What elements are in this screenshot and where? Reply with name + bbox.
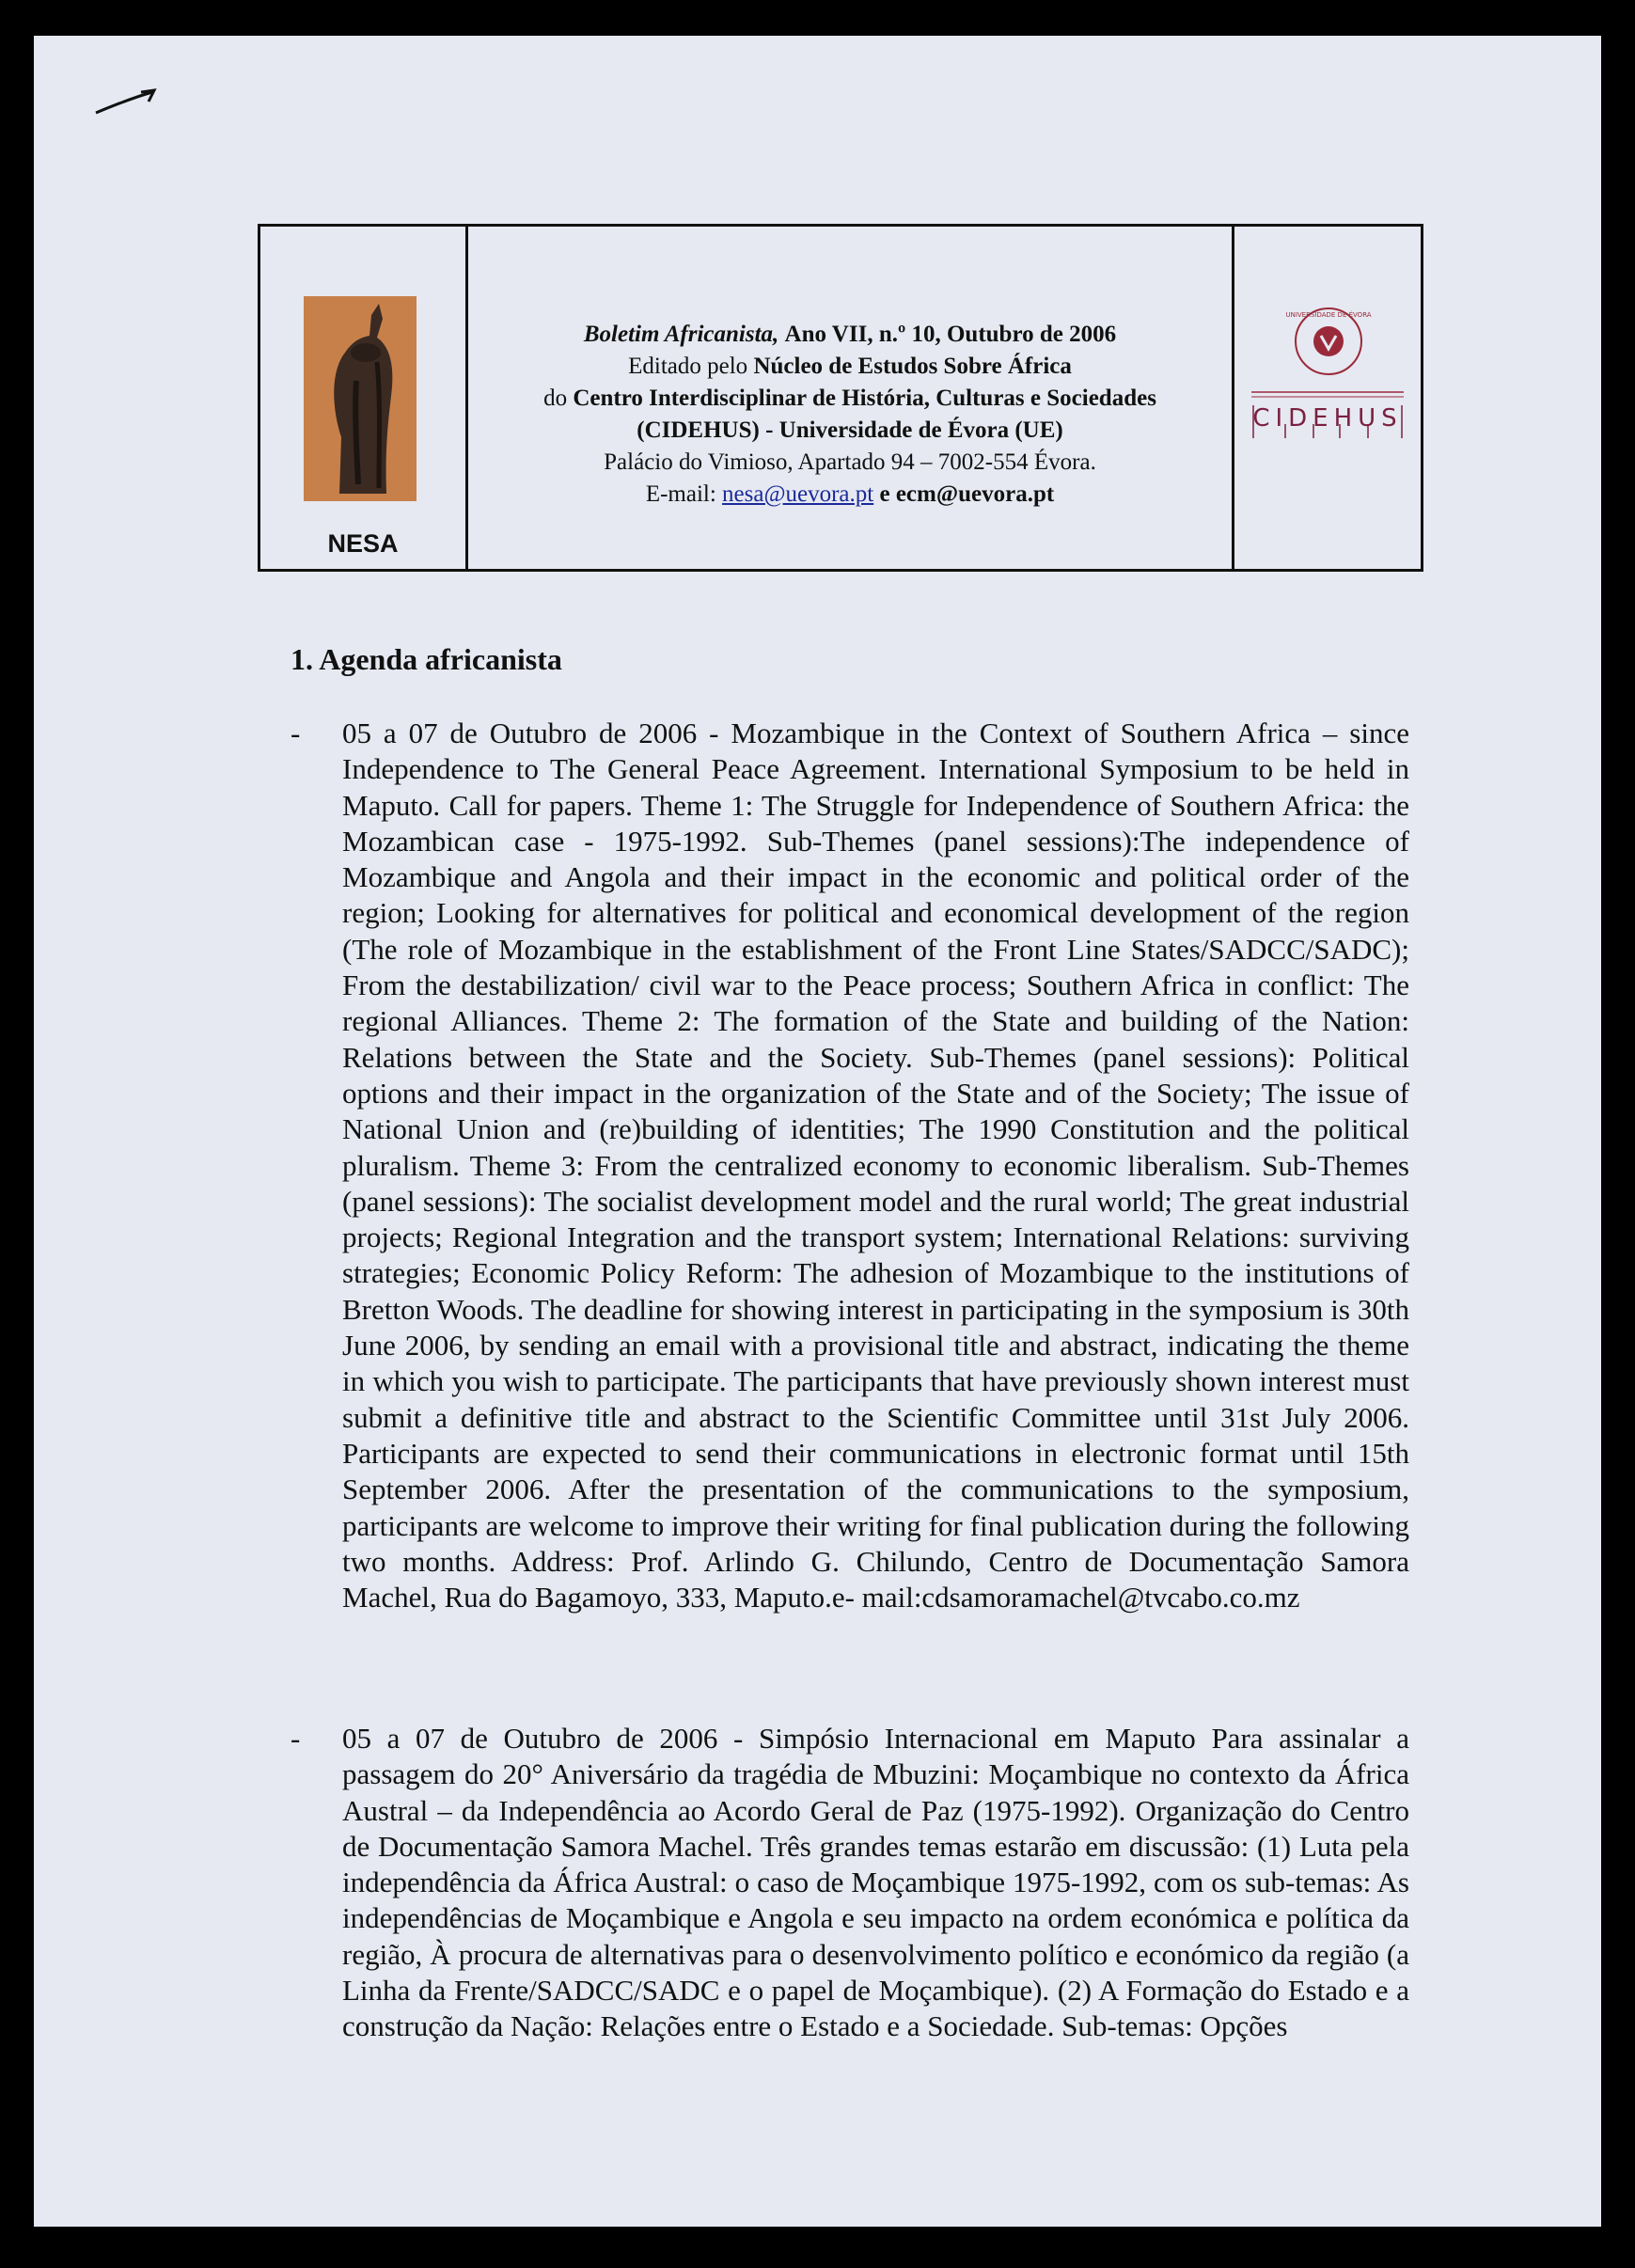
center-prefix: do bbox=[543, 386, 568, 411]
cidehus-logo-icon bbox=[1248, 386, 1407, 443]
email-conj: e bbox=[879, 481, 890, 507]
email-prefix: E-mail: bbox=[645, 481, 716, 507]
agenda-item-text: 05 a 07 de Outubro de 2006 - Simpósio Internacional em Maputo Para assinalar a passagem do 20° Aniversário da tragédia de Mbuzini: Moçambique no contexto da África Austral – da Independência ao Acordo Geral de Paz (1975-1992). Organização do Centro de Documentação Samora Machel. Três grandes temas estarão em discussão: (1) Luta pela independência da África Austral: o caso de Moçambique 1975-1992, com os sub-temas: As independências de Moçambique e Angola e seu impacto na ordem económica e política da região, À procura de alternativas para o desenvolvimento político e económico da região (a Linha da Frente/SADCC/SADC e o papel de Moçambique). (2) A Formação do Estado e a construção da Nação: Relações entre o Estado e a Sociedade. Sub-temas: Opções bbox=[342, 1722, 1409, 2043]
bulletin-title: Boletim Africanista, bbox=[583, 322, 779, 347]
agenda-item-text: 05 a 07 de Outubro de 2006 - Mozambique in the Context of Southern Africa – since Independence to The General Peace Agreement. International Symposium to be held in Maputo. Call for papers. Theme 1: The Struggle for Independence of Southern Africa: the Mozambican case - 1975-1992. Sub-Themes (panel sessions):The independence of Mozambique and Angola and their impact in the economic and political order of the region; Looking for alternatives for political and economical development of the region (The role of Mozambique in the establishment of the Front Line States/SADCC/SADC); From the destabilization/ civil war to the Peace process; Southern Africa in conflict: The regional Alliances. Theme 2: The formation of the State and building of the Nation: Relations between the State and the Society. Sub-Themes (panel sessions): Political options and their impact in the organization of the State and of the Society; The issue of National Union and (re)building of identities; The 1990 Constitution and the political pluralism. Theme 3: From the centralized economy to economic liberalism. Sub-Themes (panel sessions): The socialist development model and the rural world; The great industrial projects; Regional Integration and the transport system; International Relations: surviving strategies; Economic Policy Reform: The adhesion of Mozambique to the institutions of Bretton Woods. The deadline for showing interest in participating in the symposium is 30th June 2006, by sending an email with a provisional title and abstract, indicating the theme in which you wish to participate. The participants that have previously shown interest must submit a definitive title and abstract to the Scientific Committee until 31st July 2006. Participants are expected to send their communications in electronic format until 15th September 2006. After the presentation of the communications to the symposium, participants are welcome to improve their writing for final publication during the following two months. Address: Prof. Arlindo G. Chilundo, Centro de Documentação Samora Machel, Rua do Bagamoyo, 333, Maputo.e- mail:cdsamoramachel@tvcabo.co.mz bbox=[342, 717, 1409, 1614]
center-line bbox=[468, 383, 1232, 415]
bulletin-title-line bbox=[468, 319, 1232, 351]
cidehus-logo-text: CIDEHUS bbox=[1252, 404, 1403, 433]
university-seal-icon bbox=[1285, 306, 1372, 377]
pen-mark-icon bbox=[90, 73, 165, 130]
agenda-item bbox=[291, 716, 1409, 1615]
cidehus-logo-cell bbox=[1234, 227, 1421, 569]
center-name: Centro Interdisciplinar de História, Culturas e Sociedades bbox=[573, 386, 1156, 411]
nesa-statue-logo-icon bbox=[304, 296, 417, 501]
masthead-info bbox=[468, 227, 1234, 569]
email-line bbox=[468, 479, 1232, 511]
editor-line bbox=[468, 351, 1232, 383]
list-bullet: - bbox=[291, 717, 301, 749]
editor-name: Núcleo de Estudos Sobre África bbox=[753, 354, 1072, 379]
university-line: (CIDEHUS) - Universidade de Évora (UE) bbox=[637, 417, 1063, 443]
masthead-table bbox=[258, 224, 1423, 572]
email-ecm: ecm@uevora.pt bbox=[895, 481, 1055, 507]
email-link-nesa[interactable]: nesa@uevora.pt bbox=[722, 481, 874, 507]
section-heading: 1. Agenda africanista bbox=[291, 642, 562, 676]
bulletin-issue: Ano VII, n.º 10, Outubro de 2006 bbox=[784, 322, 1117, 347]
address-line: Palácio do Vimioso, Apartado 94 – 7002-554 Évora. bbox=[604, 449, 1096, 475]
list-bullet: - bbox=[291, 1722, 301, 1755]
document-page bbox=[34, 36, 1601, 2227]
nesa-logo-cell bbox=[260, 227, 468, 569]
editor-prefix: Editado pelo bbox=[628, 354, 748, 379]
seal-text: UNIVERSIDADE DE ÉVORA bbox=[1285, 311, 1372, 319]
logo-caption: NESA bbox=[327, 529, 399, 558]
agenda-item bbox=[291, 1721, 1409, 2045]
